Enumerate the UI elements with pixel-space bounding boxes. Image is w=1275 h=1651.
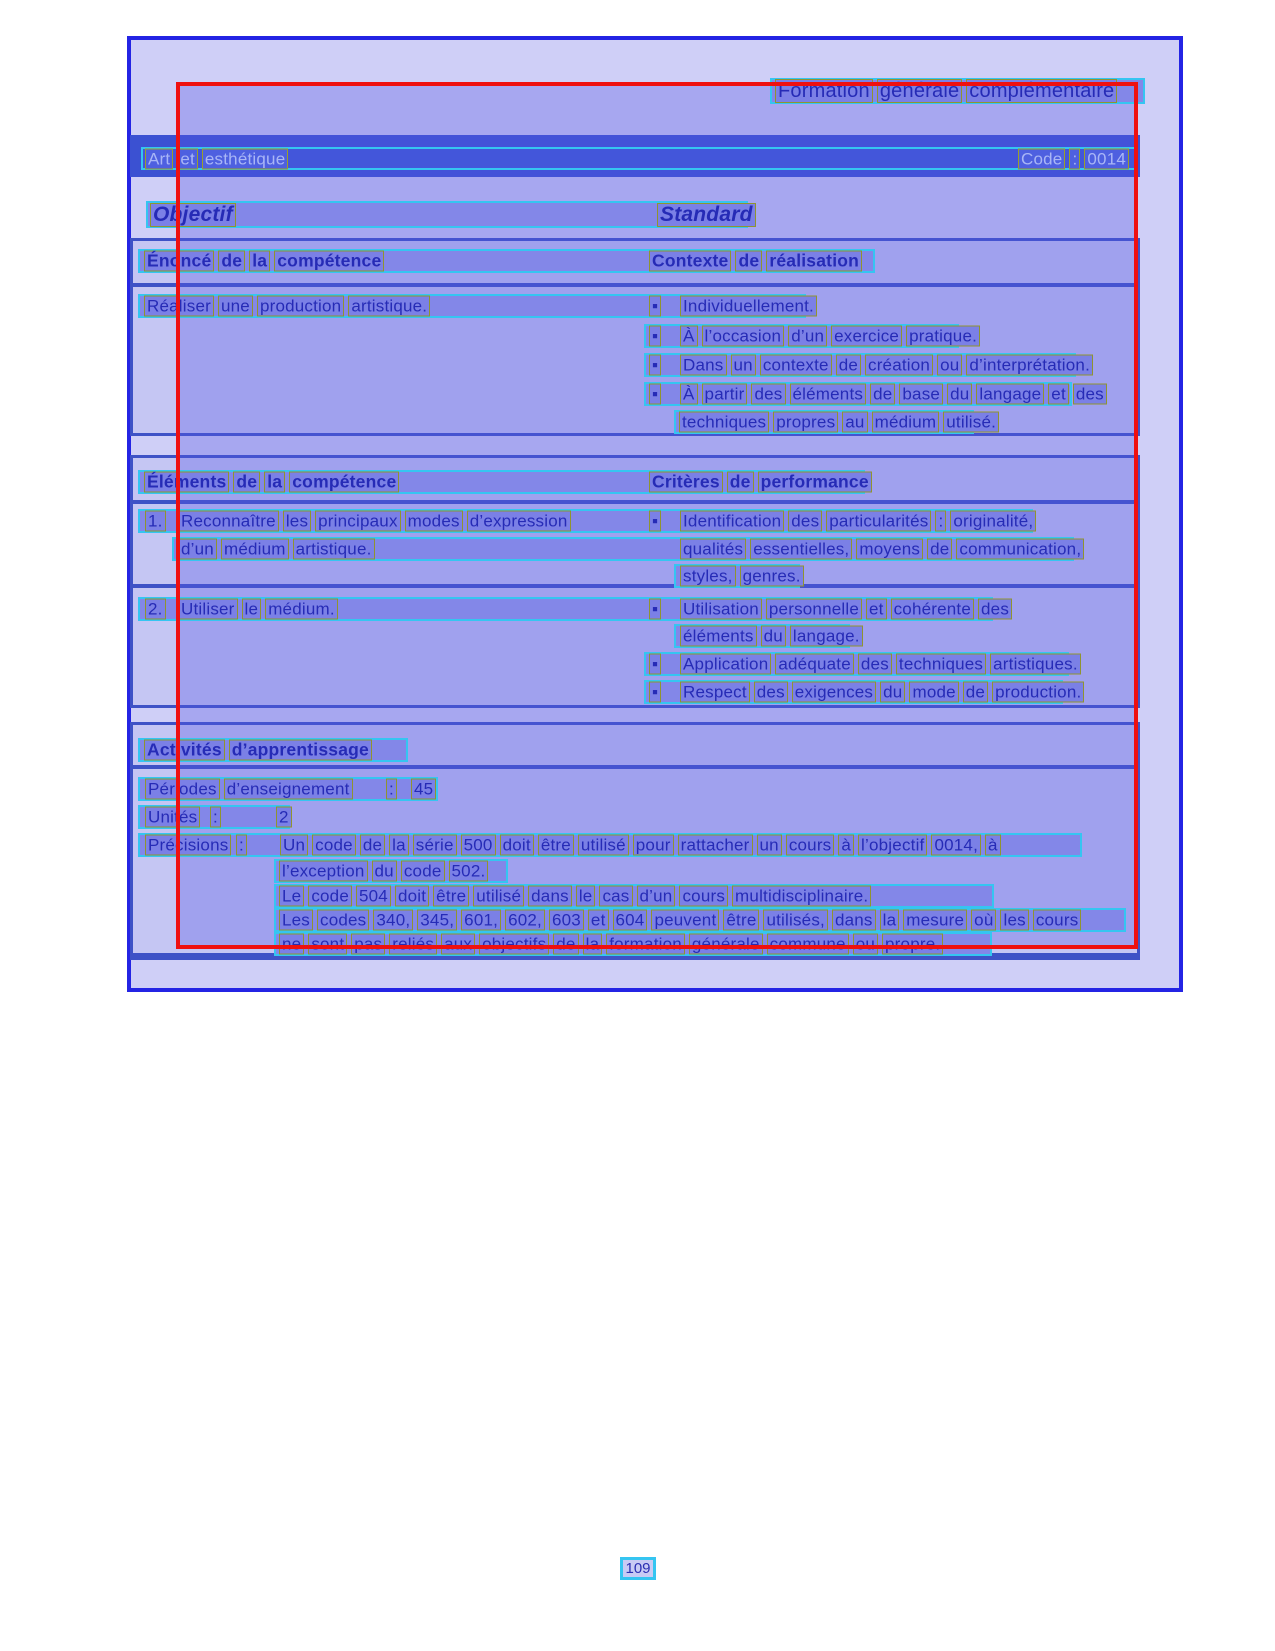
word-box[interactable]: un: [731, 355, 756, 376]
word-box[interactable]: adéquate: [775, 654, 854, 675]
line-segment: [1018, 148, 1129, 169]
text-line[interactable]: [644, 680, 1082, 704]
text-line[interactable]: [138, 805, 290, 829]
line-segment: [680, 626, 863, 647]
word-box[interactable]: 500: [461, 835, 496, 856]
word-box[interactable]: :: [236, 835, 247, 856]
word-box[interactable]: de: [836, 355, 861, 376]
word-box[interactable]: objectifs: [479, 934, 549, 955]
word-box[interactable]: dans: [832, 910, 876, 931]
line-segment: [276, 807, 292, 828]
word-box[interactable]: la: [249, 251, 270, 272]
word-box[interactable]: artistiques.: [990, 654, 1081, 675]
line-segment: [649, 384, 661, 405]
text-line[interactable]: [644, 324, 978, 348]
word-box[interactable]: des: [751, 384, 785, 405]
word-box[interactable]: 601,: [461, 910, 501, 931]
text-line[interactable]: [644, 382, 1104, 406]
word-box[interactable]: compétence: [274, 251, 384, 272]
word-box[interactable]: multidisciplinaire.: [732, 886, 871, 907]
word-box[interactable]: sont: [308, 934, 347, 955]
word-box[interactable]: langage.: [790, 626, 863, 647]
text-line[interactable]: [674, 410, 997, 434]
word-box[interactable]: 340,: [373, 910, 413, 931]
text-line[interactable]: [674, 624, 860, 648]
word-box[interactable]: propre.: [882, 934, 943, 955]
word-box[interactable]: une: [218, 296, 253, 317]
word-box[interactable]: Réaliser: [144, 296, 214, 317]
word-box[interactable]: la: [264, 472, 285, 493]
word-box[interactable]: du: [372, 861, 397, 882]
word-box[interactable]: artistique.: [293, 539, 375, 560]
word-box[interactable]: être: [538, 835, 574, 856]
word-box[interactable]: d’un: [178, 539, 217, 560]
word-box[interactable]: 603: [549, 910, 584, 931]
word-box[interactable]: originalité,: [950, 511, 1036, 532]
word-box[interactable]: cours: [679, 886, 728, 907]
text-line[interactable]: [138, 833, 1082, 857]
line-segment: [680, 511, 1036, 532]
line-segment: [150, 203, 236, 227]
word-box[interactable]: des: [978, 599, 1012, 620]
word-box[interactable]: dans: [528, 886, 572, 907]
word-box[interactable]: et: [588, 910, 609, 931]
word-box[interactable]: exigences: [792, 682, 876, 703]
word-box[interactable]: mode: [909, 682, 958, 703]
word-box[interactable]: les: [283, 511, 311, 532]
word-box[interactable]: peuvent: [651, 910, 719, 931]
bullet-marker[interactable]: ▪: [649, 654, 661, 675]
word-box[interactable]: À: [680, 384, 698, 405]
word-box[interactable]: pour: [633, 835, 674, 856]
word-box[interactable]: Précisions: [145, 835, 231, 856]
word-box[interactable]: doit: [500, 835, 534, 856]
word-box[interactable]: d’apprentissage: [229, 740, 372, 761]
word-box[interactable]: cas: [599, 886, 632, 907]
line-segment: [178, 539, 375, 560]
word-box[interactable]: du: [880, 682, 905, 703]
line-segment: [178, 599, 338, 620]
line-segment: [280, 835, 1001, 856]
word-box[interactable]: 604: [613, 910, 648, 931]
word-box[interactable]: où: [971, 910, 996, 931]
word-box[interactable]: l’occasion: [702, 326, 785, 347]
line-segment: [680, 326, 980, 347]
word-box[interactable]: Critères: [649, 472, 723, 493]
word-box[interactable]: qualités: [680, 539, 746, 560]
bullet-marker[interactable]: ▪: [649, 682, 661, 703]
word-box[interactable]: commune: [767, 934, 849, 955]
word-box[interactable]: 602,: [505, 910, 545, 931]
text-line[interactable]: [274, 859, 508, 883]
word-box[interactable]: de: [735, 251, 762, 272]
word-box[interactable]: série: [413, 835, 457, 856]
word-box[interactable]: 0014,: [931, 835, 981, 856]
word-box[interactable]: 1.: [145, 511, 166, 532]
line-segment: [279, 886, 871, 907]
word-box[interactable]: ne: [279, 934, 304, 955]
line-segment: [680, 539, 1084, 560]
word-box[interactable]: Dans: [680, 355, 727, 376]
word-box[interactable]: à: [838, 835, 854, 856]
line-segment: [657, 203, 756, 227]
word-box[interactable]: rattacher: [678, 835, 753, 856]
word-box[interactable]: être: [433, 886, 469, 907]
word-box[interactable]: des: [754, 682, 788, 703]
word-box[interactable]: essentielles,: [750, 539, 852, 560]
word-box[interactable]: ou: [937, 355, 962, 376]
word-box[interactable]: l’objectif: [858, 835, 927, 856]
bullet-marker[interactable]: ▪: [649, 384, 661, 405]
line-segment: [210, 807, 221, 828]
word-box[interactable]: de: [233, 472, 260, 493]
word-box[interactable]: création: [865, 355, 933, 376]
text-line[interactable]: [138, 249, 875, 273]
text-line[interactable]: [141, 147, 1136, 170]
line-segment: [145, 599, 166, 620]
word-box[interactable]: utilisés,: [763, 910, 828, 931]
line-segment: [178, 511, 571, 532]
word-box[interactable]: l’exception: [279, 861, 368, 882]
word-box[interactable]: d’enseignement: [224, 779, 353, 800]
text-line[interactable]: [138, 777, 438, 801]
word-box[interactable]: réalisation: [766, 251, 862, 272]
text-line[interactable]: [770, 78, 1145, 104]
word-box[interactable]: un: [757, 835, 782, 856]
word-box[interactable]: utilisé: [578, 835, 629, 856]
word-box[interactable]: de: [870, 384, 895, 405]
word-box[interactable]: langage: [976, 384, 1044, 405]
text-line[interactable]: [138, 738, 408, 762]
text-line[interactable]: [146, 201, 753, 228]
word-box[interactable]: :: [386, 779, 397, 800]
line-segment: [680, 296, 817, 317]
line-segment: [386, 779, 397, 800]
line-segment: [775, 79, 1117, 103]
word-box[interactable]: techniques: [896, 654, 986, 675]
word-box[interactable]: au: [842, 412, 867, 433]
line-segment: [279, 910, 1081, 931]
word-box[interactable]: être: [723, 910, 759, 931]
word-box[interactable]: Identification: [680, 511, 784, 532]
word-box[interactable]: et: [1048, 384, 1069, 405]
line-segment: [649, 251, 862, 272]
text-line[interactable]: [274, 884, 994, 908]
word-box[interactable]: ou: [853, 934, 878, 955]
bullet-marker[interactable]: ▪: [649, 326, 661, 347]
word-box[interactable]: du: [947, 384, 972, 405]
word-box[interactable]: utilisé: [473, 886, 524, 907]
word-box[interactable]: production: [257, 296, 344, 317]
word-box[interactable]: 345,: [417, 910, 457, 931]
word-box[interactable]: principaux: [315, 511, 401, 532]
word-box[interactable]: Contexte: [649, 251, 731, 272]
line-segment: [680, 599, 1012, 620]
word-box[interactable]: et: [177, 148, 198, 169]
word-box[interactable]: 504: [356, 886, 391, 907]
word-box[interactable]: des: [858, 654, 892, 675]
line-segment: [649, 599, 661, 620]
word-box[interactable]: médium: [221, 539, 289, 560]
word-box[interactable]: cours: [1033, 910, 1082, 931]
line-segment: [144, 251, 384, 272]
bullet-marker[interactable]: ▪: [649, 511, 661, 532]
text-line[interactable]: [644, 652, 1078, 676]
line-segment: [649, 296, 661, 317]
line-segment: [649, 654, 661, 675]
page-number: 109: [620, 1557, 656, 1580]
word-box[interactable]: complémentaire: [966, 79, 1117, 103]
word-box[interactable]: Le: [279, 886, 304, 907]
word-box[interactable]: code: [312, 835, 356, 856]
word-box[interactable]: 0014: [1084, 148, 1129, 169]
word-box[interactable]: générale: [689, 934, 763, 955]
line-segment: [679, 412, 999, 433]
word-box[interactable]: genres.: [740, 566, 804, 587]
word-box[interactable]: Individuellement.: [680, 296, 817, 317]
line-segment: [144, 296, 430, 317]
word-box[interactable]: esthétique: [202, 148, 288, 169]
line-segment: [236, 835, 247, 856]
word-box[interactable]: utilisé.: [943, 412, 999, 433]
word-box[interactable]: 45: [411, 779, 436, 800]
word-box[interactable]: à: [985, 835, 1001, 856]
word-box[interactable]: base: [899, 384, 943, 405]
word-box[interactable]: Périodes: [145, 779, 220, 800]
word-box[interactable]: de: [727, 472, 754, 493]
word-box[interactable]: Respect: [680, 682, 750, 703]
text-line[interactable]: [674, 564, 800, 588]
word-box[interactable]: cohérente: [891, 599, 974, 620]
word-box[interactable]: aux: [441, 934, 475, 955]
word-box[interactable]: mesure: [903, 910, 967, 931]
word-box[interactable]: Énoncé: [144, 251, 214, 272]
word-box[interactable]: éléments: [680, 626, 757, 647]
word-box[interactable]: partir: [702, 384, 748, 405]
word-box[interactable]: :: [1069, 148, 1080, 169]
line-segment: [649, 511, 661, 532]
line-segment: [145, 835, 231, 856]
word-box[interactable]: techniques: [679, 412, 769, 433]
word-box[interactable]: d’expression: [467, 511, 571, 532]
line-segment: [680, 384, 1107, 405]
text-line[interactable]: [644, 353, 1090, 377]
word-box[interactable]: moyens: [856, 539, 923, 560]
word-box[interactable]: et: [866, 599, 887, 620]
word-box[interactable]: codes: [317, 910, 369, 931]
word-box[interactable]: code: [308, 886, 352, 907]
word-box[interactable]: propres: [773, 412, 838, 433]
word-box[interactable]: le: [576, 886, 596, 907]
word-box[interactable]: d’interprétation.: [966, 355, 1093, 376]
text-line[interactable]: [138, 597, 1010, 621]
word-box[interactable]: Art: [145, 148, 173, 169]
word-box[interactable]: de: [963, 682, 988, 703]
word-box[interactable]: la: [389, 835, 409, 856]
word-box[interactable]: Éléments: [144, 472, 229, 493]
word-box[interactable]: 2.: [145, 599, 166, 620]
word-box[interactable]: pas: [351, 934, 385, 955]
text-line[interactable]: [138, 509, 1033, 533]
line-segment: [411, 779, 436, 800]
word-box[interactable]: production.: [992, 682, 1084, 703]
bullet-marker[interactable]: ▪: [649, 355, 661, 376]
word-box[interactable]: médium: [872, 412, 940, 433]
word-box[interactable]: médium.: [265, 599, 338, 620]
word-box[interactable]: Formation: [775, 79, 873, 103]
word-box[interactable]: performance: [758, 472, 872, 493]
word-box[interactable]: :: [210, 807, 221, 828]
word-box[interactable]: des: [788, 511, 822, 532]
text-line[interactable]: [274, 932, 992, 956]
text-line[interactable]: [274, 908, 1126, 932]
word-box[interactable]: styles,: [680, 566, 736, 587]
word-box[interactable]: Standard: [657, 203, 756, 227]
word-box[interactable]: modes: [405, 511, 463, 532]
line-segment: [680, 355, 1093, 376]
word-box[interactable]: Utilisation: [680, 599, 762, 620]
line-segment: [145, 807, 200, 828]
bullet-marker[interactable]: ▪: [649, 296, 661, 317]
word-box[interactable]: la: [583, 934, 603, 955]
word-box[interactable]: formation: [606, 934, 685, 955]
text-line[interactable]: [138, 294, 814, 318]
line-segment: [680, 566, 804, 587]
word-box[interactable]: :: [935, 511, 946, 532]
word-box[interactable]: personnelle: [766, 599, 862, 620]
word-box[interactable]: communication,: [956, 539, 1084, 560]
word-box[interactable]: Un: [280, 835, 308, 856]
word-box[interactable]: compétence: [289, 472, 399, 493]
line-segment: [145, 511, 166, 532]
line-segment: [649, 682, 661, 703]
line-segment: [649, 326, 661, 347]
line-segment: [649, 355, 661, 376]
bullet-marker[interactable]: ▪: [649, 599, 661, 620]
word-box[interactable]: des: [1073, 384, 1107, 405]
word-box[interactable]: contexte: [760, 355, 832, 376]
word-box[interactable]: la: [880, 910, 900, 931]
line-segment: [144, 740, 372, 761]
word-box[interactable]: le: [242, 599, 262, 620]
word-box[interactable]: doit: [395, 886, 429, 907]
line-segment: [279, 861, 488, 882]
word-box[interactable]: de: [360, 835, 385, 856]
line-segment: [145, 148, 288, 169]
text-line[interactable]: [138, 470, 869, 494]
word-box[interactable]: Activités: [144, 740, 225, 761]
line-segment: [145, 779, 353, 800]
line-segment: [680, 682, 1084, 703]
word-box[interactable]: éléments: [790, 384, 867, 405]
word-box[interactable]: Utiliser: [178, 599, 238, 620]
word-box[interactable]: de: [218, 251, 245, 272]
line-segment: [144, 472, 399, 493]
word-box[interactable]: À: [680, 326, 698, 347]
word-box[interactable]: d’un: [637, 886, 676, 907]
word-box[interactable]: Les: [279, 910, 313, 931]
line-segment: [279, 934, 943, 955]
word-box[interactable]: Code: [1018, 148, 1065, 169]
word-box[interactable]: du: [761, 626, 786, 647]
word-box[interactable]: pratique.: [906, 326, 980, 347]
word-box[interactable]: code: [401, 861, 445, 882]
word-box[interactable]: Objectif: [150, 203, 236, 227]
word-box[interactable]: Application: [680, 654, 771, 675]
word-box[interactable]: 2: [276, 807, 292, 828]
word-box[interactable]: Reconnaître: [178, 511, 279, 532]
word-box[interactable]: de: [553, 934, 578, 955]
word-box[interactable]: particularités: [826, 511, 931, 532]
word-box[interactable]: Unités: [145, 807, 200, 828]
word-box[interactable]: d’un: [788, 326, 827, 347]
line-segment: [649, 472, 872, 493]
word-box[interactable]: 502.: [449, 861, 489, 882]
word-box[interactable]: exercice: [831, 326, 902, 347]
word-box[interactable]: de: [927, 539, 952, 560]
word-box[interactable]: les: [1000, 910, 1028, 931]
word-box[interactable]: artistique.: [348, 296, 430, 317]
text-line[interactable]: [172, 537, 1082, 561]
word-box[interactable]: reliés: [389, 934, 437, 955]
line-segment: [680, 654, 1081, 675]
word-box[interactable]: générale: [877, 79, 962, 103]
word-box[interactable]: cours: [786, 835, 835, 856]
